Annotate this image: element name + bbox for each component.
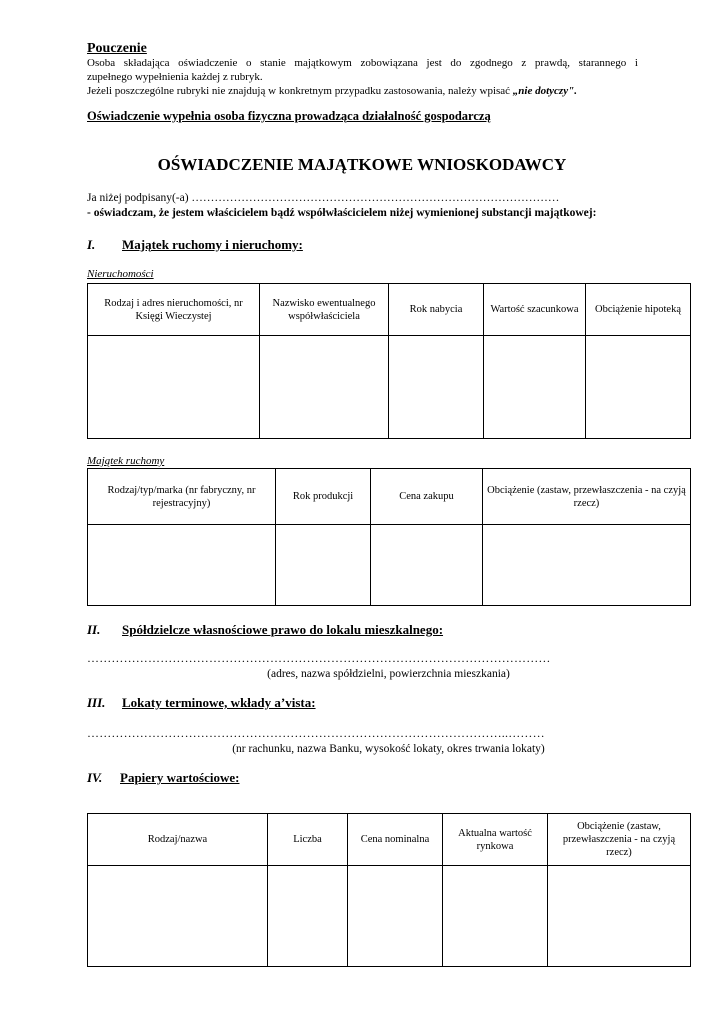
instruction-line-3 xyxy=(87,85,577,98)
movable-property-label: Majątek ruchomy xyxy=(87,455,165,467)
deposits-field[interactable]: …………………………………………………………………………………………..……… xyxy=(87,726,545,740)
not-applicable-phrase: „nie dotyczy". xyxy=(512,85,577,97)
table-cell[interactable] xyxy=(371,525,483,606)
column-header: Rodzaj/nazwa xyxy=(88,814,268,866)
section-2-number: II. xyxy=(87,622,101,637)
section-3-title: Lokaty terminowe, wkłady a’vista: xyxy=(122,695,316,710)
table-cell[interactable] xyxy=(268,866,348,967)
table-cell[interactable] xyxy=(348,866,443,967)
table-cell[interactable] xyxy=(389,336,484,439)
table-header-row xyxy=(88,814,691,866)
filler-note: Oświadczenie wypełnia osoba fizyczna prowadząca działalność gospodarczą xyxy=(87,109,491,123)
section-2-title: Spółdzielcze własnościowe prawo do lokalu mieszkalnego: xyxy=(122,622,444,637)
table-cell[interactable] xyxy=(548,866,691,967)
instruction-line-3-text: Jeżeli poszczególne rubryki nie znajdują w konkretnym przypadku zastosowania, należy wpisać xyxy=(87,85,513,97)
column-header: Obciążenie hipoteką xyxy=(586,284,691,336)
section-4-number: IV. xyxy=(87,770,103,785)
instruction-line-1: Osoba składająca oświadczenie o stanie majątkowym zobowiązana jest do zgodnego z prawdą, starannego i xyxy=(87,57,638,69)
column-header: Nazwisko ewentualnego współwłaściciela xyxy=(260,284,389,336)
section-4-title: Papiery wartościowe: xyxy=(120,770,240,785)
table-header-row xyxy=(88,469,691,525)
cooperative-flat-hint: (adres, nazwa spółdzielni, powierzchnia mieszkania) xyxy=(267,668,510,680)
declaration-text: - oświadczam, że jestem właścicielem bądź współwłaścicielem niżej wymienionej substancji majątkowej: xyxy=(87,207,597,219)
securities-table xyxy=(87,813,691,967)
section-1-heading xyxy=(87,237,303,253)
cooperative-flat-field[interactable]: …………………………………………………………………………………………………… xyxy=(87,651,551,665)
column-header: Obciążenie (zastaw, przewłaszczenia - na czyją rzecz) xyxy=(483,469,691,525)
instruction-heading: Pouczenie xyxy=(87,41,147,56)
table-cell[interactable] xyxy=(586,336,691,439)
column-header: Aktualna wartość rynkowa xyxy=(443,814,548,866)
section-3-heading xyxy=(87,695,316,711)
real-estate-table xyxy=(87,283,691,439)
column-header: Rodzaj/typ/marka (nr fabryczny, nr rejestracyjny) xyxy=(88,469,276,525)
table-row[interactable] xyxy=(88,525,691,606)
column-header: Cena nominalna xyxy=(348,814,443,866)
column-header: Liczba xyxy=(268,814,348,866)
table-cell[interactable] xyxy=(88,866,268,967)
section-1-number: I. xyxy=(87,237,96,252)
section-1-title: Majątek ruchomy i nieruchomy: xyxy=(122,237,303,252)
section-2-heading xyxy=(87,622,443,638)
table-cell[interactable] xyxy=(276,525,371,606)
column-header: Obciążenie (zastaw, przewłaszczenia - na czyją rzecz) xyxy=(548,814,691,866)
instruction-line-2: zupełnego wypełnienia każdej z rubryk. xyxy=(87,71,263,83)
section-3-number: III. xyxy=(87,695,106,710)
column-header: Rok produkcji xyxy=(276,469,371,525)
table-cell[interactable] xyxy=(483,525,691,606)
column-header: Cena zakupu xyxy=(371,469,483,525)
column-header: Wartość szacunkowa xyxy=(484,284,586,336)
table-row[interactable] xyxy=(88,336,691,439)
deposits-hint: (nr rachunku, nazwa Banku, wysokość lokaty, okres trwania lokaty) xyxy=(232,743,545,755)
real-estate-label: Nieruchomości xyxy=(87,268,154,280)
section-4-heading xyxy=(87,770,240,786)
table-header-row xyxy=(88,284,691,336)
table-cell[interactable] xyxy=(443,866,548,967)
page-title: OŚWIADCZENIE MAJĄTKOWE WNIOSKODAWCY xyxy=(157,155,567,174)
table-cell[interactable] xyxy=(260,336,389,439)
declarant-line[interactable]: Ja niżej podpisany(-a) …………………………………………………………………………………… xyxy=(87,192,560,204)
table-cell[interactable] xyxy=(484,336,586,439)
table-cell[interactable] xyxy=(88,336,260,439)
column-header: Rodzaj i adres nieruchomości, nr Księgi Wieczystej xyxy=(88,284,260,336)
table-row[interactable] xyxy=(88,866,691,967)
table-cell[interactable] xyxy=(88,525,276,606)
column-header: Rok nabycia xyxy=(389,284,484,336)
movable-property-table xyxy=(87,468,691,606)
